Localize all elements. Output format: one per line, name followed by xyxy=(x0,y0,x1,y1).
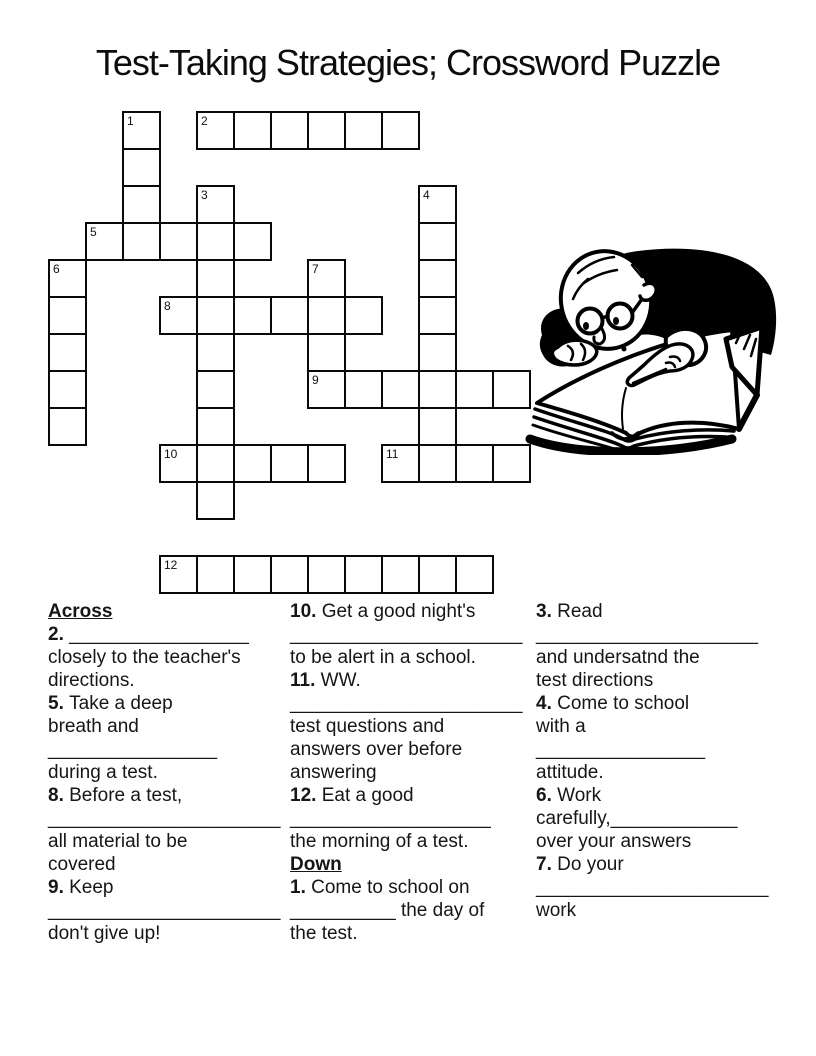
clue-line: 5. Take a deep xyxy=(48,693,173,714)
clue-line: all material to be xyxy=(48,831,188,852)
cell-number: 9 xyxy=(312,373,319,387)
grid-cell xyxy=(233,555,272,594)
grid-cell xyxy=(270,444,309,483)
grid-cell xyxy=(48,407,87,446)
grid-cell xyxy=(307,555,346,594)
grid-cell xyxy=(159,555,198,594)
grid-cell xyxy=(122,185,161,224)
grid-cell xyxy=(455,444,494,483)
grid-cell xyxy=(418,444,457,483)
grid-cell xyxy=(159,296,198,335)
grid-cell xyxy=(381,444,420,483)
clue-line: over your answers xyxy=(536,831,692,852)
grid-cell xyxy=(307,370,346,409)
cell-number: 7 xyxy=(312,262,319,276)
clue-line: ______________________ xyxy=(48,808,281,829)
cell-number: 5 xyxy=(90,225,97,239)
clue-line: ________________ xyxy=(48,739,218,760)
clue-number: 3. xyxy=(536,601,558,622)
grid-cell xyxy=(307,444,346,483)
grid-cell xyxy=(381,555,420,594)
clue-line: ______________________ xyxy=(290,693,523,714)
clue-number: 6. xyxy=(536,785,558,806)
grid-cell xyxy=(196,111,235,150)
clue-line: breath and xyxy=(48,716,139,737)
grid-cell xyxy=(196,407,235,446)
grid-cell xyxy=(344,111,383,150)
clue-line: 2. _________________ xyxy=(48,624,249,645)
clue-number: 10. xyxy=(290,601,322,622)
grid-cell xyxy=(196,259,235,298)
clue-number: 2. xyxy=(48,624,70,645)
clue-line: 3. Read xyxy=(536,601,603,622)
man-reading-book-illustration xyxy=(520,243,782,455)
clue-line: test directions xyxy=(536,670,654,691)
cell-number: 1 xyxy=(127,114,134,128)
clue-line: with a xyxy=(536,716,586,737)
clue-line: covered xyxy=(48,854,116,875)
grid-cell xyxy=(344,555,383,594)
clue-number: 9. xyxy=(48,877,70,898)
grid-cell xyxy=(196,555,235,594)
grid-cell xyxy=(418,333,457,372)
clue-number: 5. xyxy=(48,693,70,714)
grid-cell xyxy=(418,222,457,261)
clue-line: 11. WW. xyxy=(290,670,361,691)
clue-line: test questions and xyxy=(290,716,445,737)
clue-line: 4. Come to school xyxy=(536,693,690,714)
across-header xyxy=(48,600,298,623)
grid-cell xyxy=(455,370,494,409)
clue-line: during a test. xyxy=(48,762,158,783)
grid-cell xyxy=(381,111,420,150)
grid-cell xyxy=(455,555,494,594)
clue-number: 12. xyxy=(290,785,322,806)
clue-line: carefully,____________ xyxy=(536,808,738,829)
cell-number: 8 xyxy=(164,299,171,313)
grid-cell xyxy=(233,296,272,335)
clue-line: ______________________ xyxy=(536,877,769,898)
grid-cell xyxy=(196,444,235,483)
clue-column-1 xyxy=(48,600,298,945)
clue-number: 1. xyxy=(290,877,312,898)
clue-number: 7. xyxy=(536,854,558,875)
grid-cell xyxy=(307,296,346,335)
cell-number: 6 xyxy=(53,262,60,276)
clue-line: ___________________ xyxy=(290,808,491,829)
grid-cell xyxy=(418,407,457,446)
grid-cell xyxy=(270,296,309,335)
clue-section-label: Across xyxy=(48,601,113,622)
clue-line: to be alert in a school. xyxy=(290,647,476,668)
clue-line: ______________________ xyxy=(48,900,281,921)
clue-line: 12. Eat a good xyxy=(290,785,414,806)
grid-cell xyxy=(307,259,346,298)
clue-line: closely to the teacher's xyxy=(48,647,241,668)
cell-number: 10 xyxy=(164,447,178,461)
clue-column-3 xyxy=(536,600,786,922)
clue-line: the morning of a test. xyxy=(290,831,469,852)
grid-cell xyxy=(48,370,87,409)
clue-section-label: Down xyxy=(290,854,342,875)
clue-line: __________ the day of xyxy=(290,900,485,921)
page-title: Test-Taking Strategies; Crossword Puzzle xyxy=(95,42,721,83)
grid-cell xyxy=(85,222,124,261)
grid-cell xyxy=(307,333,346,372)
grid-cell xyxy=(344,296,383,335)
clue-line: attitude. xyxy=(536,762,604,783)
cell-number: 4 xyxy=(423,188,430,202)
cell-number: 11 xyxy=(386,447,399,461)
grid-cell xyxy=(344,370,383,409)
clue-line: 10. Get a good night's xyxy=(290,601,476,622)
grid-cell xyxy=(270,555,309,594)
grid-cell xyxy=(233,111,272,150)
grid-cell xyxy=(233,444,272,483)
grid-cell xyxy=(233,222,272,261)
grid-cell xyxy=(122,148,161,187)
clue-line: 9. Keep xyxy=(48,877,114,898)
grid-cell xyxy=(48,333,87,372)
grid-cell xyxy=(270,111,309,150)
grid-cell xyxy=(196,333,235,372)
clue-line: the test. xyxy=(290,923,358,944)
clue-number: 4. xyxy=(536,693,558,714)
grid-cell xyxy=(48,296,87,335)
clue-line: 6. Work xyxy=(536,785,602,806)
cell-number: 3 xyxy=(201,188,208,202)
grid-cell xyxy=(196,296,235,335)
clue-line: 1. Come to school on xyxy=(290,877,470,898)
grid-cell xyxy=(122,222,161,261)
grid-cell xyxy=(418,370,457,409)
clue-line: and undersatnd the xyxy=(536,647,700,668)
down-header xyxy=(290,853,540,876)
clue-line: ________________ xyxy=(536,739,706,760)
grid-cell xyxy=(196,185,235,224)
grid-cell xyxy=(159,222,198,261)
clue-line: 7. Do your xyxy=(536,854,624,875)
grid-cell xyxy=(418,185,457,224)
grid-cell xyxy=(196,222,235,261)
clue-line: don't give up! xyxy=(48,923,161,944)
grid-cell xyxy=(418,259,457,298)
grid-cell xyxy=(159,444,198,483)
grid-cell xyxy=(196,370,235,409)
grid-cell xyxy=(418,296,457,335)
clue-line: directions. xyxy=(48,670,135,691)
grid-cell xyxy=(48,259,87,298)
clue-number: 8. xyxy=(48,785,70,806)
grid-cell xyxy=(381,370,420,409)
clue-line: work xyxy=(536,900,577,921)
clue-line: answering xyxy=(290,762,377,783)
grid-cell xyxy=(196,481,235,520)
clue-line: ______________________ xyxy=(290,624,523,645)
cell-number: 2 xyxy=(201,114,208,128)
clue-line: answers over before xyxy=(290,739,463,760)
clue-line: 8. Before a test, xyxy=(48,785,183,806)
clue-line: _____________________ xyxy=(536,624,758,645)
grid-cell xyxy=(307,111,346,150)
grid-cell xyxy=(122,111,161,150)
grid-cell xyxy=(418,555,457,594)
clue-column-2 xyxy=(290,600,540,945)
cell-number: 12 xyxy=(164,558,178,572)
clue-number: 11. xyxy=(290,670,321,691)
